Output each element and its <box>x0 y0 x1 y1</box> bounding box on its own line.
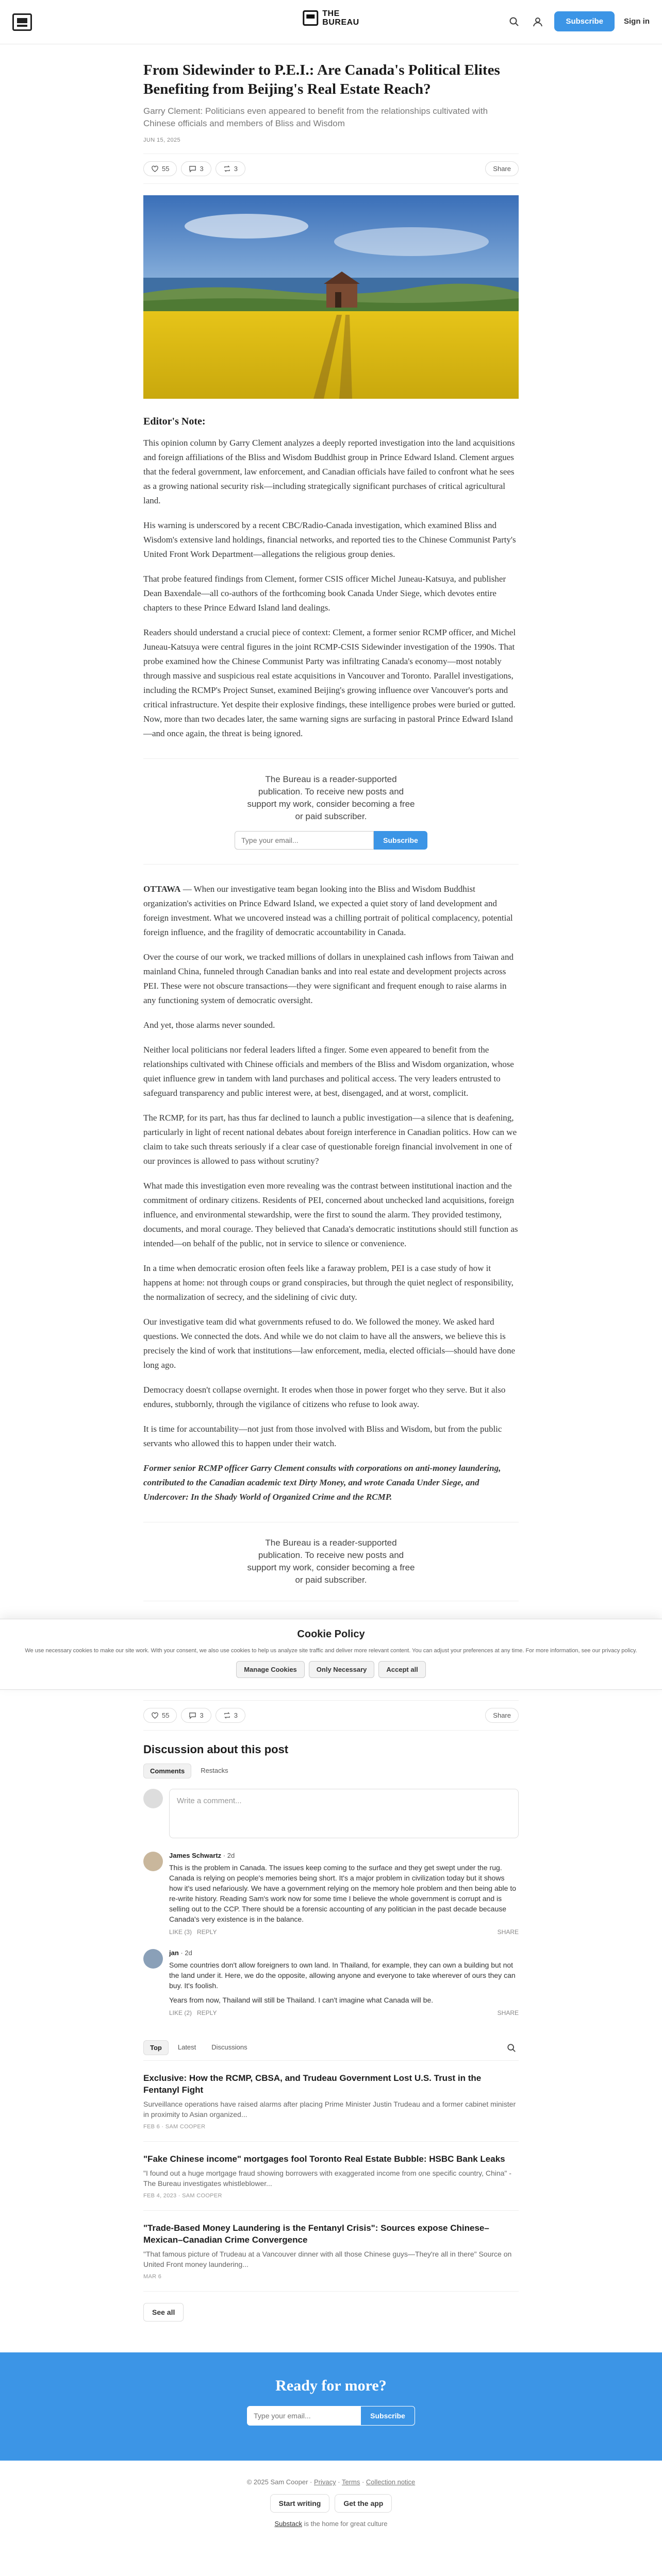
comment-body <box>169 1852 519 1936</box>
comment-composer <box>143 1789 519 1838</box>
comment-meta: James Schwartz · 2d <box>169 1852 235 1859</box>
comment-reply-button[interactable]: REPLY <box>197 1928 217 1936</box>
list-item[interactable] <box>143 2211 519 2292</box>
article-date: JUN 15, 2025 <box>143 137 181 143</box>
top-actions <box>507 11 650 31</box>
bottom-article-actions <box>143 1700 519 1731</box>
ready-title: Ready for more? <box>275 2377 387 2394</box>
ready-subscribe-button[interactable]: Subscribe <box>360 2406 415 2426</box>
body-paragraph-2: Over the course of our work, we tracked millions of dollars in unexplained cash inflows from Taiwan and mainland China, funneled through Canadian banks and into real estate and development projects across PEI. These were not obscure transactions—they were significant and frequent enough to raise alarms in any functioning system of democratic oversight. <box>143 952 514 1005</box>
restack-icon <box>223 165 231 173</box>
body-paragraph-4: Neither local politicians nor federal leaders lifted a finger. Some even appeared to benefit from the relationships cultivated with Chinese officials and members of the Bliss and Wisdom organization, whose quiet influence grew in tandem with land purchases and political access. The very leaders entrusted to safeguard transparency and public interest were, at best, disengaged, and at worst, complicit. <box>143 1045 514 1098</box>
subscribe-message-bottom: The Bureau is a reader-supported publication. To receive new posts and support my work, consider becoming a free or paid subscriber. <box>247 1538 415 1585</box>
ready-email-input[interactable] <box>247 2406 360 2426</box>
body-paragraph-7: In a time when democratic erosion often feels like a faraway problem, PEI is a case study of how it happens at home: not through coups or grand conspiracies, but through the quiet neglect of responsibility, the normalization of secrecy, and the sidelining of civic duty. <box>143 1263 514 1302</box>
post-description: "I found out a huge mortgage fraud showing borrowers with exaggerated income from one specific country, China" - The Bureau investigates whistleblower... <box>143 2169 511 2188</box>
brand[interactable] <box>303 9 359 27</box>
commenter-avatar <box>143 1852 163 1871</box>
top-bar <box>0 0 662 44</box>
landscape-illustration <box>143 195 519 399</box>
discussion-tabs <box>143 1764 519 1778</box>
heart-icon <box>151 1711 159 1719</box>
intro-paragraph-2: His warning is underscored by a recent CBC/Radio-Canada investigation, which examined Bliss and Wisdom's extensive land holdings, financial networks, and reported ties to the Chinese Communist Party's United Front Work Department—allegations the religious group denies. <box>143 520 516 559</box>
footer-links: © 2025 Sam Cooper · Privacy · Terms · Collection notice <box>246 2478 416 2486</box>
article-body <box>143 414 519 741</box>
article-column <box>143 61 519 1601</box>
post-description: Surveillance operations have raised alarms after placing Prime Minister Justin Trudeau and a former cabinet minister in proximity to Asian organized... <box>143 2100 516 2119</box>
avatar <box>143 1789 163 1808</box>
like-count: 55 <box>162 165 170 173</box>
comment-share-button[interactable]: SHARE <box>497 1928 519 1936</box>
tab-latest[interactable]: Latest <box>177 2043 196 2051</box>
brand-line1: THE <box>322 9 340 18</box>
share-label: Share <box>493 165 511 173</box>
comment-item <box>143 1852 519 1936</box>
bottom-comment-button[interactable] <box>181 1708 211 1723</box>
post-list-tab-group <box>143 2040 254 2055</box>
search-icon[interactable] <box>504 2041 519 2055</box>
subscribe-box <box>143 758 519 865</box>
comment-actions <box>169 2009 519 2016</box>
comment-paragraph: Years from now, Thailand will still be Thailand. I can't imagine what Canada will be. <box>169 1996 434 2004</box>
page-footer <box>0 2461 662 2548</box>
post-list <box>143 2040 519 2321</box>
brand-name <box>322 9 359 27</box>
body-paragraph-8: Our investigative team did what governments refused to do. We followed the money. We asked hard questions. We connected the dots. And while we do not claim to have all the answers, we believe this is precisely the kind of work that institutions—law enforcement, media, elected officials—should have done long ago. <box>143 1317 516 1370</box>
comment-body <box>169 1949 519 2016</box>
author-bio-text: Former senior RCMP officer Garry Clement consults with corporations on anti-money laundering, contributed to the Canadian academic text Dirty Money, and wrote Canada Under Siege, and Undercover: In the Shady World of Organized Crime and the RCMP. <box>143 1463 501 1502</box>
comment-time: 2d <box>185 1949 192 1957</box>
subscribe-message: The Bureau is a reader-supported publication. To receive new posts and support my work, consider becoming a free or paid subscriber. <box>247 774 415 821</box>
footer-buttons <box>0 2494 662 2513</box>
user-icon[interactable] <box>531 14 545 29</box>
share-button[interactable] <box>485 161 519 176</box>
comment-share-button[interactable]: SHARE <box>497 2009 519 2016</box>
tab-restacks[interactable]: Restacks <box>201 1767 228 1774</box>
body-paragraph-1-text: — When our investigative team began looking into the Bliss and Wisdom Buddhist organization's activities on Prince Edward Island, we expected a quiet story of land development and foreign investment. What we uncovered instead was a chilling portrait of political complacency, potential foreign influence, and the fragility of democratic accountability in Canada. <box>143 884 513 937</box>
body-paragraph-5: The RCMP, for its part, has thus far declined to launch a public investigation—a silence that is deafening, particularly in light of recent national debates about foreign interference in Canadian politics. How can we claim to take such threats seriously if a clear case of questionable foreign financial involvement in one of our provinces is allowed to pass without scrutiny? <box>143 1113 517 1166</box>
start-writing-button[interactable]: Start writing <box>270 2494 330 2513</box>
comment-author[interactable]: James Schwartz <box>169 1852 222 1859</box>
commenter-avatar <box>143 1949 163 1969</box>
post-title[interactable]: "Trade-Based Money Laundering is the Fentanyl Crisis": Sources expose Chinese–Mexican–Canadian Crime Convergence <box>143 2223 489 2245</box>
comment-author[interactable]: jan <box>169 1949 179 1957</box>
post-description: "That famous picture of Trudeau at a Vancouver dinner with all those Chinese guys—They're all in there" Source on United Front money laundering... <box>143 2250 512 2268</box>
bottom-restack-button[interactable] <box>216 1708 245 1723</box>
see-all-button[interactable]: See all <box>143 2303 184 2321</box>
comment-time: 2d <box>227 1852 235 1859</box>
ready-form <box>0 2406 662 2426</box>
intro-paragraph-3: That probe featured findings from Clement, former CSIS officer Michel Juneau-Katsuya, and publisher Dean Baxendale—all co-authors of the forthcoming book Canada Under Siege, which devotes entire chapters to these Prince Edward Island land dealings. <box>143 574 506 613</box>
body-paragraph-1 <box>143 882 519 940</box>
post-footer-column <box>143 1700 519 2321</box>
body-paragraph-6: What made this investigation even more revealing was the contrast between institutional inaction and the commitment of ordinary citizens. Residents of PEI, concerned about unchecked land acquisitions, foreign influence, and environmental stewardship, were the first to sound the alarm. They provided testimony, documents, and moral courage. They believed that Canada's democratic institutions should still function as intended—on behalf of the public, not in service to silence or convenience. <box>143 1181 518 1248</box>
tab-discussions[interactable]: Discussions <box>211 2043 247 2051</box>
post-list-tabs <box>143 2040 519 2061</box>
substack-link[interactable]: Substack <box>274 2520 302 2528</box>
comment-paragraph: Some countries don't allow foreigners to own land. In Thailand, for example, they can own a building but not the land under it. Here, we do the opposite, allowing anyone and everyone to take wherever of ours they can buy. It's foolish. <box>169 1961 516 1990</box>
comment-text <box>169 1862 519 1924</box>
cookie-text: We use necessary cookies to make our site work. With your consent, we also use cookies to help us analyze site traffic and deliver more relevant content. You can adjust your preferences at any time. For more information, see our privacy policy. <box>25 1648 637 1654</box>
comment-paragraph: This is the problem in Canada. The issues keep coming to the surface and they get swept under the rug. Canada is relying on people's memories being short. It's a major problem in civilization today but it shows how it's used nefariously. We have a government relying on the memory hole problem and then being able to re-write history. Reading Sam's work now for some time I believe the whole government is corrupt and is selling out to the CCP. There should be a forensic accounting of any politician in the past decade because Canada's very existence is in the balance. <box>169 1863 516 1923</box>
comment-icon <box>189 165 196 173</box>
comment-text <box>169 1960 519 2005</box>
body-paragraph-10: It is time for accountability—not just from those involved with Bliss and Wisdom, but from the public servants who allowed this to happen under their watch. <box>143 1424 502 1448</box>
post-meta: FEB 6 · SAM COOPER <box>143 2124 206 2130</box>
get-app-button[interactable]: Get the app <box>335 2494 392 2513</box>
discussion-section <box>143 1743 519 2016</box>
sign-in-button[interactable]: Sign in <box>624 17 650 26</box>
bottom-reaction-group <box>143 1708 245 1723</box>
article-body-main <box>143 882 519 1504</box>
tab-top[interactable]: Top <box>143 2040 169 2055</box>
comment-item <box>143 1949 519 2016</box>
intro-paragraph-4: Readers should understand a crucial piece of context: Clement, a former senior RCMP officer, and Michel Juneau-Katsuya were central figures in the joint RCMP-CSIS Sidewinder investigation of the 1990s. That probe examined how the Chinese Communist Party was infiltrating Canada's economy—most notably through massive and suspicious real estate acquisitions in Vancouver and Toronto. Parallel investigations, including the RCMP's Project Sunset, examined Beijing's growing influence over Vancouver's ports and critical infrastructure. Yet despite their explosive findings, these intelligence probes were buried or gutted. Now, more than two decades later, the same warning signs are surfacing in pastoral Prince Edward Island—and once again, the threat is being ignored. <box>143 628 516 738</box>
comment-input[interactable]: Write a comment... <box>169 1789 519 1838</box>
manage-cookies-button[interactable]: Manage Cookies <box>236 1661 305 1678</box>
tagline-text: is the home for great culture <box>302 2520 388 2528</box>
like-button[interactable] <box>143 161 177 176</box>
subscribe-submit-button[interactable]: Subscribe <box>374 831 427 850</box>
restack-count: 3 <box>234 165 238 173</box>
bottom-share-label: Share <box>493 1711 511 1719</box>
cookie-banner <box>0 1619 662 1690</box>
search-icon[interactable] <box>507 14 521 29</box>
publication-logo-icon[interactable] <box>12 13 32 31</box>
terms-link[interactable]: Terms <box>341 2478 360 2486</box>
heart-icon <box>151 165 159 173</box>
comment-icon <box>189 1711 196 1719</box>
bottom-comment-count: 3 <box>200 1711 204 1719</box>
ready-for-more-section <box>0 2352 662 2461</box>
post-title[interactable]: Exclusive: How the RCMP, CBSA, and Trudeau Government Lost U.S. Trust in the Fentanyl Fight <box>143 2073 482 2095</box>
comment-button[interactable] <box>181 161 211 176</box>
editors-note-heading: Editor's Note: <box>143 416 206 427</box>
list-item[interactable] <box>143 2142 519 2211</box>
comment-actions <box>169 1928 519 1936</box>
footer-tagline <box>0 2520 662 2528</box>
comment-reply-button[interactable]: REPLY <box>197 2009 217 2016</box>
collection-notice-link[interactable]: Collection notice <box>366 2478 416 2486</box>
reaction-group <box>143 161 245 176</box>
bottom-share-button[interactable] <box>485 1708 519 1723</box>
bottom-like-button[interactable] <box>143 1708 177 1723</box>
brand-line2: BUREAU <box>322 18 359 27</box>
cookie-buttons <box>12 1661 650 1678</box>
copyright: © 2025 Sam Cooper <box>246 2478 308 2486</box>
comment-meta: jan · 2d <box>169 1949 192 1957</box>
body-paragraph-3: And yet, those alarms never sounded. <box>143 1020 275 1030</box>
bottom-restack-count: 3 <box>234 1711 238 1719</box>
comment-like-button[interactable]: LIKE (2) <box>169 2009 192 2016</box>
only-necessary-button[interactable]: Only Necessary <box>309 1661 375 1678</box>
intro-paragraph-1: This opinion column by Garry Clement analyzes a deeply reported investigation into the land acquisitions and foreign affiliations of the Bliss and Wisdom Buddhist group in Prince Edward Island. Clement argues that the federal government, law enforcement, and Canadian officials have failed to confront what he sees as a growing national security risk—including strategically significant purchases of critical agricultural land. <box>143 438 515 505</box>
comment-count: 3 <box>200 165 204 173</box>
cookie-title: Cookie Policy <box>297 1629 365 1640</box>
subscribe-form <box>143 831 519 850</box>
bottom-like-count: 55 <box>162 1711 170 1719</box>
body-paragraph-9: Democracy doesn't collapse overnight. It erodes when those in power forget who they serve. But it also endures, stubbornly, through the vigilance of citizens who refuse to look away. <box>143 1385 506 1409</box>
restack-icon <box>223 1711 231 1719</box>
article-actions <box>143 154 519 184</box>
subscribe-box-bottom <box>143 1522 519 1601</box>
hero-image <box>143 195 519 399</box>
accept-all-button[interactable]: Accept all <box>378 1661 425 1678</box>
post-title[interactable]: "Fake Chinese income" mortgages fool Toronto Real Estate Bubble: HSBC Bank Leaks <box>143 2154 505 2164</box>
header-subscribe-button[interactable]: Subscribe <box>554 11 615 31</box>
tab-comments[interactable]: Comments <box>143 1764 191 1778</box>
list-item[interactable] <box>143 2061 519 2142</box>
author-bio <box>143 1461 519 1504</box>
article-subtitle: Garry Clement: Politicians even appeared to benefit from the relationships cultivated with Chinese officials and members of Bliss and Wisdom <box>143 106 488 128</box>
restack-button[interactable] <box>216 161 245 176</box>
privacy-link[interactable]: Privacy <box>313 2478 336 2486</box>
discussion-title: Discussion about this post <box>143 1743 289 1756</box>
comment-like-button[interactable]: LIKE (3) <box>169 1928 192 1936</box>
dateline: OTTAWA <box>143 884 181 894</box>
brand-mark-icon <box>303 10 318 26</box>
post-meta: MAR 6 <box>143 2274 162 2280</box>
post-meta: FEB 4, 2023 · SAM COOPER <box>143 2193 222 2199</box>
article-title: From Sidewinder to P.E.I.: Are Canada's Political Elites Benefiting from Beijing's Real Estate Reach? <box>143 62 500 97</box>
subscribe-email-input[interactable] <box>235 831 374 850</box>
